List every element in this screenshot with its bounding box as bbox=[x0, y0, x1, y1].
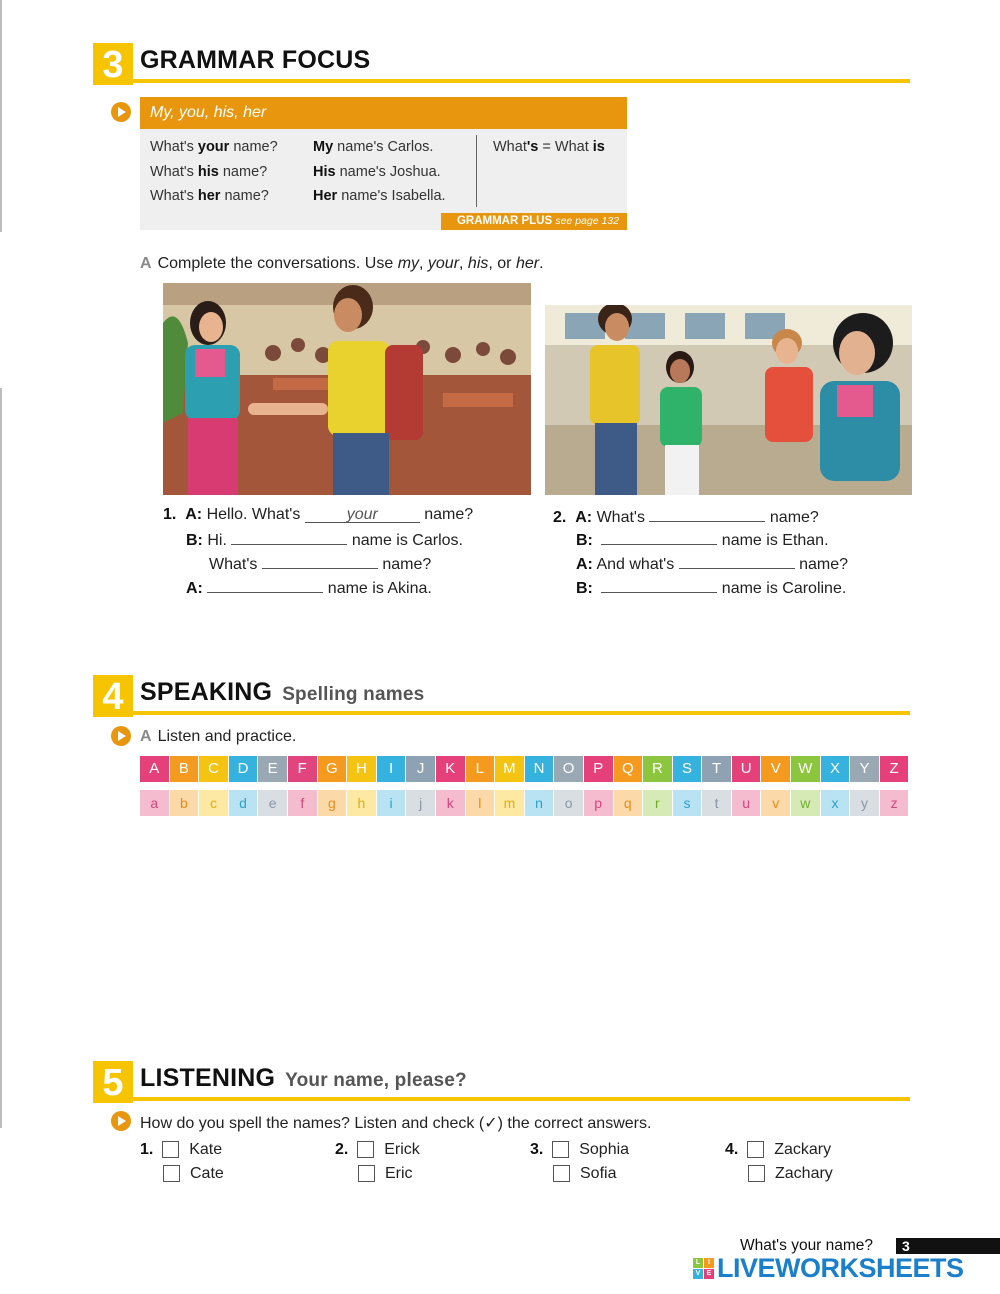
alphabet-letter-lower: d bbox=[229, 790, 259, 816]
conversation-line: A: name is Akina. bbox=[186, 577, 432, 598]
alphabet-letter-upper: B bbox=[170, 756, 200, 782]
brand-logo[interactable] bbox=[693, 1253, 964, 1284]
alphabet-letter-upper: Z bbox=[880, 756, 910, 782]
listening-option[interactable]: Cate bbox=[163, 1165, 224, 1183]
grammar-plus-link[interactable]: GRAMMAR PLUS see page 132 bbox=[441, 213, 627, 230]
listening-option[interactable]: Sofia bbox=[553, 1165, 616, 1183]
section-title: GRAMMAR FOCUS bbox=[140, 46, 371, 74]
listening-option[interactable]: 4. Zackary bbox=[725, 1141, 832, 1158]
grammar-question: What's your name? bbox=[150, 139, 278, 155]
alphabet-letter-lower: b bbox=[170, 790, 200, 816]
alphabet-letter-upper: S bbox=[673, 756, 703, 782]
alphabet-letter-lower: h bbox=[347, 790, 377, 816]
alphabet-letter-upper: C bbox=[199, 756, 229, 782]
grammar-answer: His name's Joshua. bbox=[313, 164, 441, 180]
conversation-line: 2. A: What's name? bbox=[553, 506, 819, 527]
checkbox[interactable] bbox=[747, 1141, 764, 1158]
speaking-instruction: A Listen and practice. bbox=[140, 728, 297, 745]
alphabet-letter-upper: F bbox=[288, 756, 318, 782]
alphabet-letter-lower: v bbox=[761, 790, 791, 816]
conversation-line: B: Hi. name is Carlos. bbox=[186, 529, 463, 550]
section-rule bbox=[133, 1097, 910, 1101]
alphabet-letter-upper: K bbox=[436, 756, 466, 782]
listening-option[interactable]: 2. Erick bbox=[335, 1141, 420, 1158]
alphabet-letter-upper: J bbox=[406, 756, 436, 782]
audio-play-icon[interactable] bbox=[111, 1111, 131, 1131]
conversation-line: B: name is Caroline. bbox=[576, 577, 846, 598]
introductions-scene-image bbox=[545, 305, 912, 495]
alphabet-uppercase-row bbox=[140, 756, 909, 782]
alphabet-letter-upper: T bbox=[702, 756, 732, 782]
checkbox[interactable] bbox=[552, 1141, 569, 1158]
alphabet-letter-lower: y bbox=[850, 790, 880, 816]
illustration-handshake bbox=[163, 283, 531, 495]
brand-blocks-icon: L I V E bbox=[693, 1258, 714, 1279]
alphabet-letter-upper: X bbox=[821, 756, 851, 782]
alphabet-letter-lower: x bbox=[821, 790, 851, 816]
answer-blank[interactable]: your bbox=[305, 507, 420, 523]
section-number: 5 bbox=[93, 1061, 133, 1103]
answer-blank[interactable] bbox=[601, 529, 717, 545]
section-title: LISTENING Your name, please? bbox=[140, 1064, 467, 1092]
alphabet-letter-upper: V bbox=[761, 756, 791, 782]
alphabet-letter-lower: t bbox=[702, 790, 732, 816]
alphabet-letter-upper: I bbox=[377, 756, 407, 782]
alphabet-letter-lower: o bbox=[554, 790, 584, 816]
alphabet-letter-lower: j bbox=[406, 790, 436, 816]
audio-play-icon[interactable] bbox=[111, 102, 131, 122]
alphabet-letter-lower: w bbox=[791, 790, 821, 816]
alphabet-letter-lower: p bbox=[584, 790, 614, 816]
alphabet-letter-lower: m bbox=[495, 790, 525, 816]
alphabet-letter-lower: f bbox=[288, 790, 318, 816]
checkbox[interactable] bbox=[163, 1165, 180, 1182]
alphabet-letter-lower: n bbox=[525, 790, 555, 816]
answer-blank[interactable] bbox=[679, 553, 795, 569]
grammar-question: What's her name? bbox=[150, 188, 269, 204]
conversation-line: B: name is Ethan. bbox=[576, 529, 829, 550]
alphabet-letter-upper: E bbox=[258, 756, 288, 782]
checkbox[interactable] bbox=[553, 1165, 570, 1182]
alphabet-letter-upper: W bbox=[791, 756, 821, 782]
grammar-answer: Her name's Isabella. bbox=[313, 188, 446, 204]
conversation-line: What's name? bbox=[209, 553, 431, 574]
page-edge-line bbox=[0, 0, 2, 232]
alphabet-letter-lower: e bbox=[258, 790, 288, 816]
conversation-line: 1. A: Hello. What's your name? bbox=[163, 506, 474, 523]
grammar-answer: My name's Carlos. bbox=[313, 139, 434, 155]
answer-blank[interactable] bbox=[649, 506, 765, 522]
checkbox[interactable] bbox=[358, 1165, 375, 1182]
checkbox[interactable] bbox=[748, 1165, 765, 1182]
alphabet-letter-lower: l bbox=[466, 790, 496, 816]
alphabet-letter-upper: P bbox=[584, 756, 614, 782]
section-rule bbox=[133, 79, 910, 83]
illustration-introductions bbox=[545, 305, 912, 495]
alphabet-letter-upper: Y bbox=[850, 756, 880, 782]
section-number: 3 bbox=[93, 43, 133, 85]
alphabet-letter-upper: L bbox=[466, 756, 496, 782]
alphabet-letter-lower: r bbox=[643, 790, 673, 816]
alphabet-letter-lower: g bbox=[318, 790, 348, 816]
checkbox[interactable] bbox=[162, 1141, 179, 1158]
listening-option[interactable]: Eric bbox=[358, 1165, 413, 1183]
conversation-line: A: And what's name? bbox=[576, 553, 848, 574]
page-number: 3 bbox=[896, 1238, 1000, 1254]
grammar-box bbox=[140, 97, 627, 230]
alphabet-letter-upper: M bbox=[495, 756, 525, 782]
listening-option[interactable]: 1. Kate bbox=[140, 1141, 223, 1158]
checkbox[interactable] bbox=[357, 1141, 374, 1158]
section-rule bbox=[133, 711, 910, 715]
alphabet-letter-upper: U bbox=[732, 756, 762, 782]
alphabet-letter-upper: G bbox=[318, 756, 348, 782]
alphabet-letter-lower: i bbox=[377, 790, 407, 816]
listening-option[interactable]: Zachary bbox=[748, 1165, 833, 1183]
audio-play-icon[interactable] bbox=[111, 726, 131, 746]
alphabet-letter-lower: q bbox=[614, 790, 644, 816]
alphabet-letter-upper: H bbox=[347, 756, 377, 782]
alphabet-lowercase-row bbox=[140, 790, 909, 816]
alphabet-letter-lower: s bbox=[673, 790, 703, 816]
answer-blank[interactable] bbox=[231, 529, 347, 545]
answer-blank[interactable] bbox=[601, 577, 717, 593]
grammar-note: What's = What is bbox=[493, 139, 605, 155]
section-number: 4 bbox=[93, 675, 133, 717]
alphabet-letter-upper: Q bbox=[614, 756, 644, 782]
listening-instruction: How do you spell the names? Listen and check (✓) the correct answers. bbox=[140, 1115, 652, 1132]
alphabet-letter-lower: z bbox=[880, 790, 910, 816]
brand-name: LIVEWORKSHEETS bbox=[717, 1253, 964, 1283]
grammar-divider bbox=[476, 135, 477, 207]
alphabet-letter-upper: A bbox=[140, 756, 170, 782]
answer-blank[interactable] bbox=[262, 553, 378, 569]
exercise-instruction: A Complete the conversations. Use my, your, his, or her. bbox=[140, 255, 544, 272]
alphabet-letter-upper: R bbox=[643, 756, 673, 782]
grammar-box-title: My, you, his, her bbox=[140, 97, 627, 129]
handshake-scene-image bbox=[163, 283, 531, 495]
grammar-question: What's his name? bbox=[150, 164, 268, 180]
alphabet-letter-upper: O bbox=[554, 756, 584, 782]
alphabet-letter-lower: a bbox=[140, 790, 170, 816]
alphabet-letter-lower: c bbox=[199, 790, 229, 816]
listening-option[interactable]: 3. Sophia bbox=[530, 1141, 630, 1158]
alphabet-letter-lower: u bbox=[732, 790, 762, 816]
alphabet-letter-lower: k bbox=[436, 790, 466, 816]
alphabet-letter-upper: D bbox=[229, 756, 259, 782]
section-title: SPEAKING Spelling names bbox=[140, 678, 425, 706]
page-edge-line bbox=[0, 388, 2, 1128]
alphabet-letter-upper: N bbox=[525, 756, 555, 782]
footer-title: What's your name? bbox=[740, 1237, 874, 1254]
answer-blank[interactable] bbox=[207, 577, 323, 593]
